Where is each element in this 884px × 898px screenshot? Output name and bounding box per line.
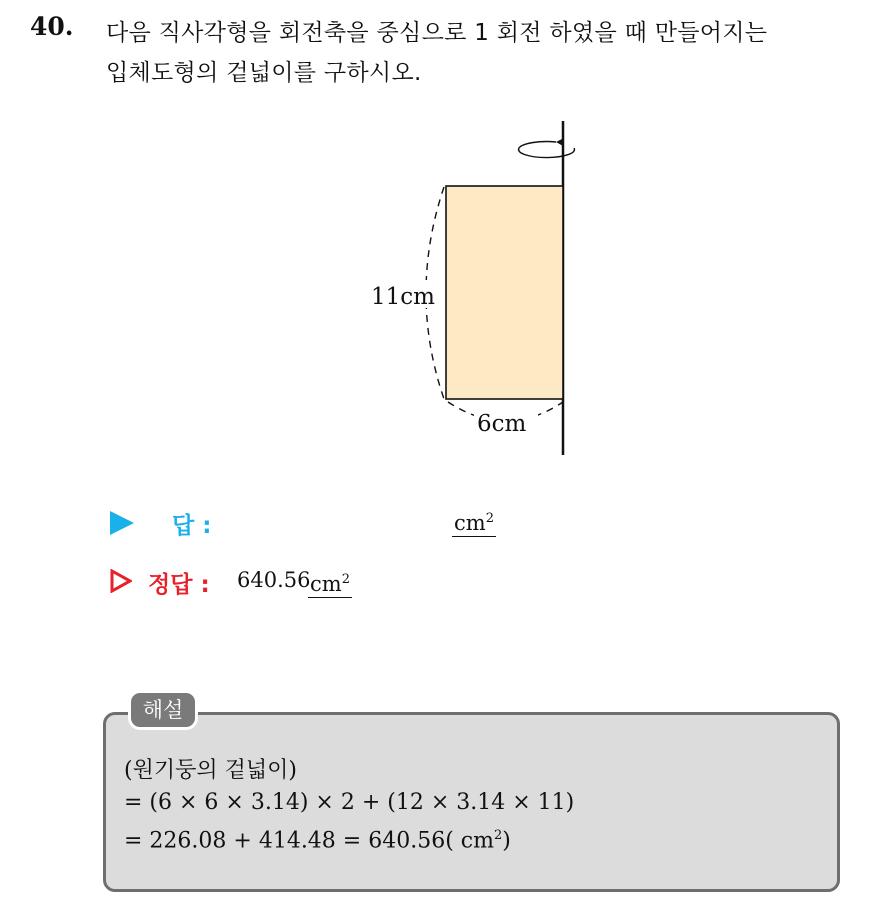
correct-answer-value: 640.56 bbox=[237, 568, 311, 592]
correct-answer-unit: $cm^2$ bbox=[308, 568, 352, 598]
question-text-line2: 입체도형의 겉넓이를 구하시오. bbox=[106, 60, 422, 86]
explanation-line-2: = (6 × 6 × 3.14) × 2 + (12 × 3.14 × 11) bbox=[124, 790, 575, 815]
question-number: 40. bbox=[30, 12, 74, 41]
rotation-figure bbox=[360, 118, 610, 463]
height-label: 11cm bbox=[371, 284, 435, 310]
explanation-line-3: = 226.08 + 414.48 = 640.56( $cm^2$) bbox=[124, 828, 511, 854]
explanation-tab: 해설 bbox=[128, 690, 198, 730]
explanation-line-1: (원기둥의 겉넓이) bbox=[124, 758, 297, 783]
answer-row bbox=[110, 507, 530, 539]
rectangle-shape bbox=[446, 186, 563, 399]
answer-label: 답 : bbox=[172, 513, 212, 539]
question-text-line1: 다음 직사각형을 회전축을 중심으로 1 회전 하였을 때 만들어지는 bbox=[106, 20, 768, 46]
answer-unit: $cm^2$ bbox=[452, 507, 496, 537]
correct-answer-label: 정답 : bbox=[148, 572, 210, 598]
rotation-arrow-icon bbox=[519, 138, 575, 158]
width-label: 6cm bbox=[477, 411, 527, 437]
correct-answer-row bbox=[110, 566, 390, 598]
correct-marker-icon bbox=[110, 569, 132, 593]
answer-marker-icon bbox=[110, 511, 134, 535]
